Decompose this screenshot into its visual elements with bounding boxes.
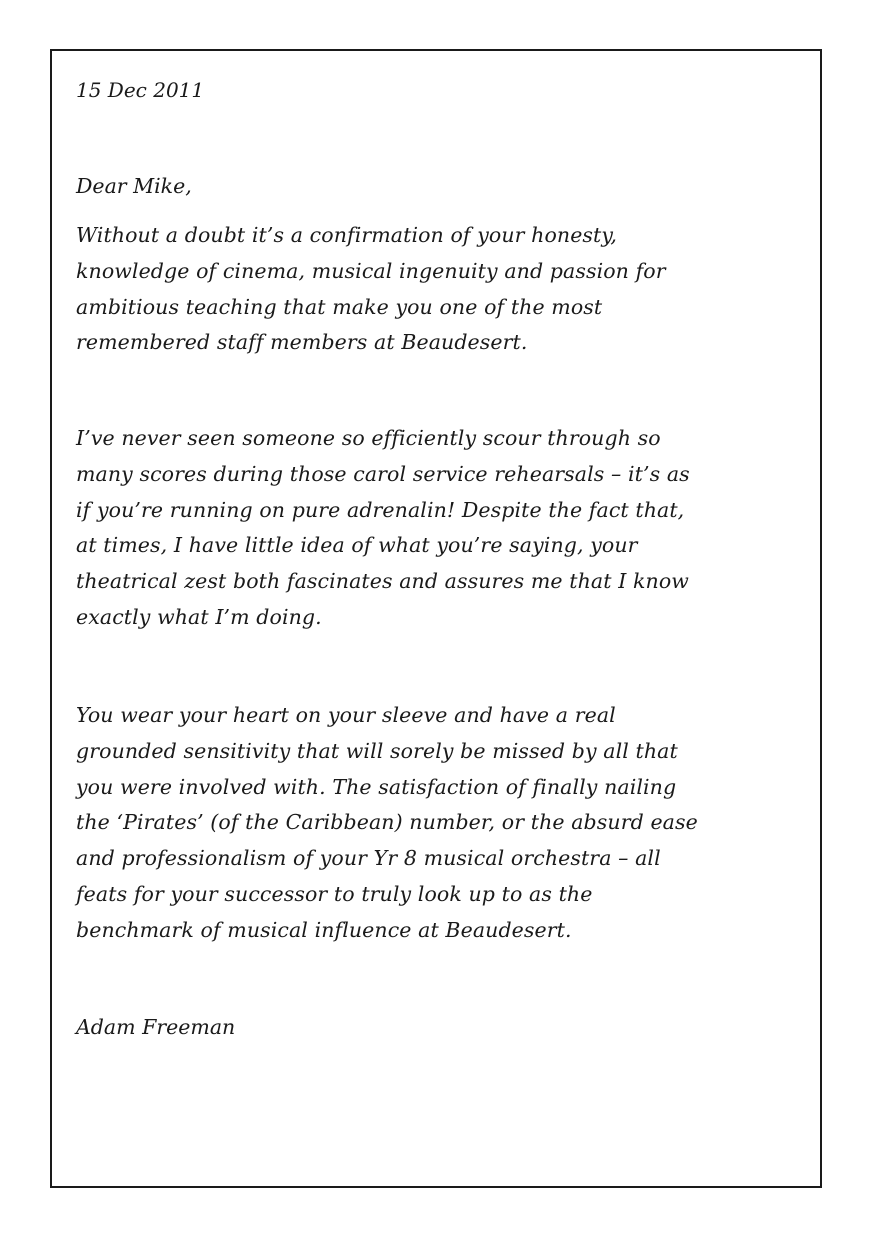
paragraph-line: exactly what I’m doing. [76,604,322,629]
paragraph-line: remembered staff members at Beaudesert. [76,330,528,355]
paragraph-line: many scores during those carol service rehearsals – it’s as [76,461,690,486]
paragraph-line: at times, I have little idea of what you’re saying, your [76,533,638,558]
letter-signature: Adam Freeman [76,1015,236,1039]
paragraph-line: feats for your successor to truly look up to as the [76,881,593,906]
paragraph-line: You wear your heart on your sleeve and have a real [76,703,616,727]
paragraph-line: the ‘Pirates’ (of the Caribbean) number, or the absurd ease [76,810,698,835]
letter-paragraph-2 [76,421,690,636]
paragraph-line: ambitious teaching that make you one of the most [76,294,603,319]
paragraph-line: and professionalism of your Yr 8 musical orchestra – all [76,846,661,871]
paragraph-line: theatrical zest both fascinates and assures me that I know [76,569,689,594]
paragraph-line: I’ve never seen someone so efficiently scour through so [76,426,661,450]
letter-paragraph-3 [76,698,698,949]
paragraph-line: knowledge of cinema, musical ingenuity and passion for [76,258,666,283]
paragraph-line: if you’re running on pure adrenalin! Despite the fact that, [76,497,685,522]
paragraph-line: you were involved with. The satisfaction of finally nailing [76,774,677,799]
letter-paragraph-1 [76,218,666,361]
letter-salutation: Dear Mike, [76,174,192,198]
letter-date: 15 Dec 2011 [76,78,205,102]
paragraph-line: Without a doubt it’s a confirmation of your honesty, [76,223,617,247]
paragraph-line: benchmark of musical influence at Beaudesert. [76,917,572,942]
paragraph-line: grounded sensitivity that will sorely be missed by all that [76,738,678,763]
